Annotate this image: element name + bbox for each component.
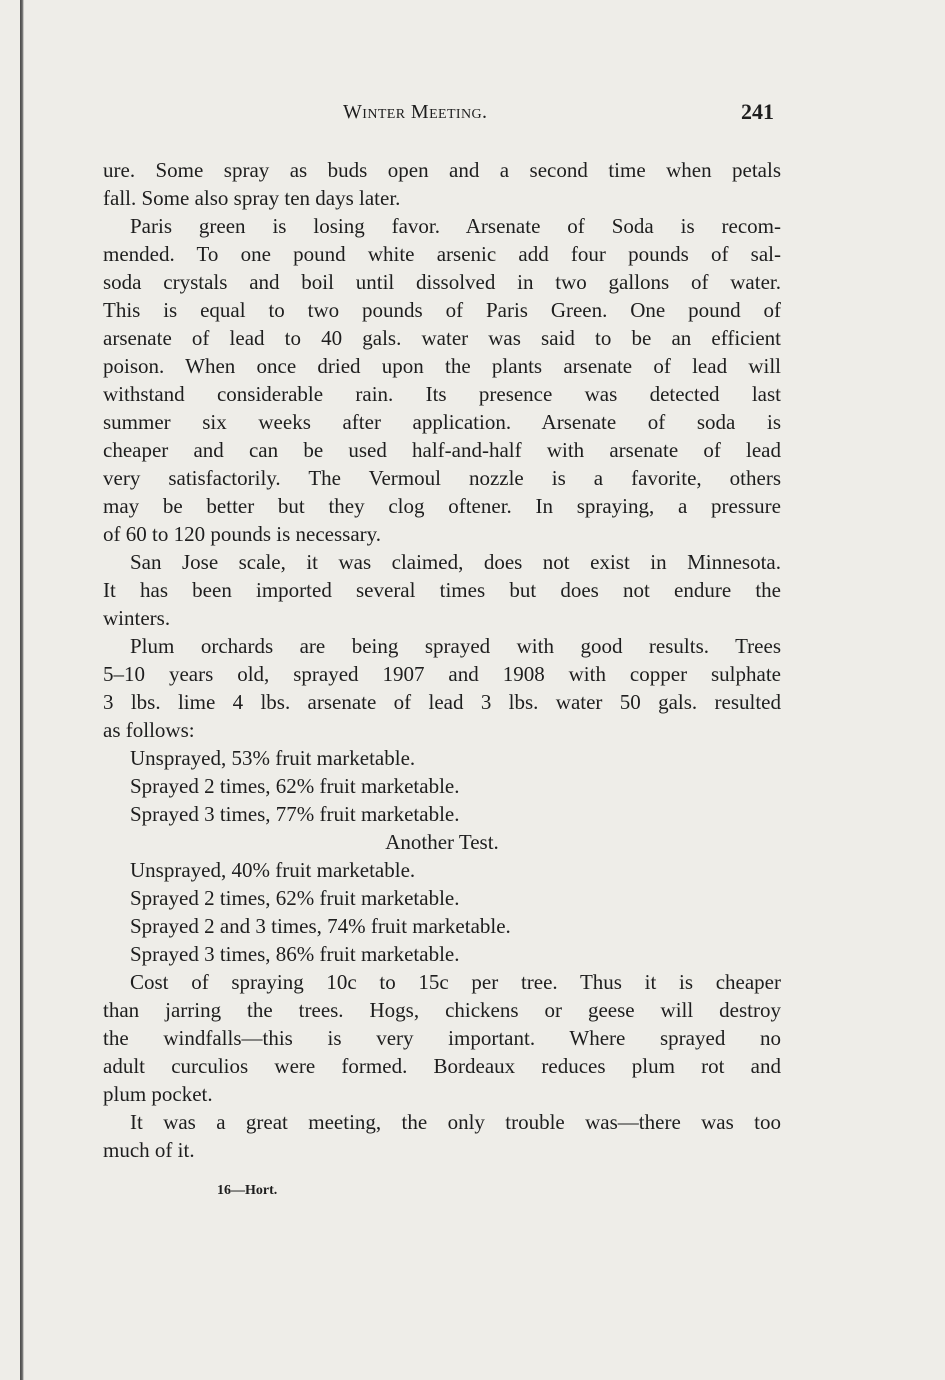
text-line: may be better but they clog oftener. In spraying, a pressure [103,494,781,518]
text-line: 5–10 years old, sprayed 1907 and 1908 with copper sulphate [103,662,781,686]
text-line: ure. Some spray as buds open and a second time when petals [103,158,781,182]
text-line: It was a great meeting, the only trouble was—there was too [130,1110,781,1134]
running-head: Winter Meeting. [343,101,488,123]
result-line: Sprayed 3 times, 77% fruit marketable. [130,802,460,826]
text-line: as follows: [103,718,195,742]
text-line: of 60 to 120 pounds is necessary. [103,522,382,546]
text-line: cheaper and can be used half-and-half with arsenate of lead [103,438,781,462]
text-line: fall. Some also spray ten days later. [103,186,401,210]
text-line: summer six weeks after application. Arsenate of soda is [103,410,781,434]
subheading-another-test: Another Test. [385,830,499,854]
text-line: San Jose scale, it was claimed, does not exist in Minnesota. [130,550,781,574]
text-line: Plum orchards are being sprayed with good results. Trees [130,634,781,658]
text-line: soda crystals and boil until dissolved in two gallons of water. [103,270,781,294]
text-line: Paris green is losing favor. Arsenate of Soda is recom- [130,214,781,238]
result-line: Sprayed 2 times, 62% fruit marketable. [130,886,460,910]
text-line: winters. [103,606,171,630]
result-line: Unsprayed, 40% fruit marketable. [130,858,416,882]
text-line: plum pocket. [103,1082,213,1106]
page-number: 241 [741,99,774,124]
signature-mark: 16—Hort. [217,1183,278,1198]
result-line: Sprayed 2 times, 62% fruit marketable. [130,774,460,798]
text-line: the windfalls—this is very important. Where sprayed no [103,1026,781,1050]
text-line: than jarring the trees. Hogs, chickens or geese will destroy [103,998,781,1022]
text-line: adult curculios were formed. Bordeaux reduces plum rot and [103,1054,781,1078]
text-line: 3 lbs. lime 4 lbs. arsenate of lead 3 lbs. water 50 gals. resulted [103,690,781,714]
text-line: It has been imported several times but does not endure the [103,578,781,602]
text-line: Cost of spraying 10c to 15c per tree. Thus it is cheaper [130,970,781,994]
page-binding-edge [20,0,24,1380]
result-line: Unsprayed, 53% fruit marketable. [130,746,416,770]
text-line: poison. When once dried upon the plants arsenate of lead will [103,354,781,378]
text-line: This is equal to two pounds of Paris Green. One pound of [103,298,781,322]
text-line: mended. To one pound white arsenic add four pounds of sal- [103,242,781,266]
text-line: very satisfactorily. The Vermoul nozzle is a favorite, others [103,466,781,490]
text-line: arsenate of lead to 40 gals. water was said to be an efficient [103,326,781,350]
result-line: Sprayed 3 times, 86% fruit marketable. [130,942,460,966]
text-line: withstand considerable rain. Its presence was detected last [103,382,781,406]
text-line: much of it. [103,1138,195,1162]
result-line: Sprayed 2 and 3 times, 74% fruit marketable. [130,914,511,938]
body-text [103,156,781,1164]
